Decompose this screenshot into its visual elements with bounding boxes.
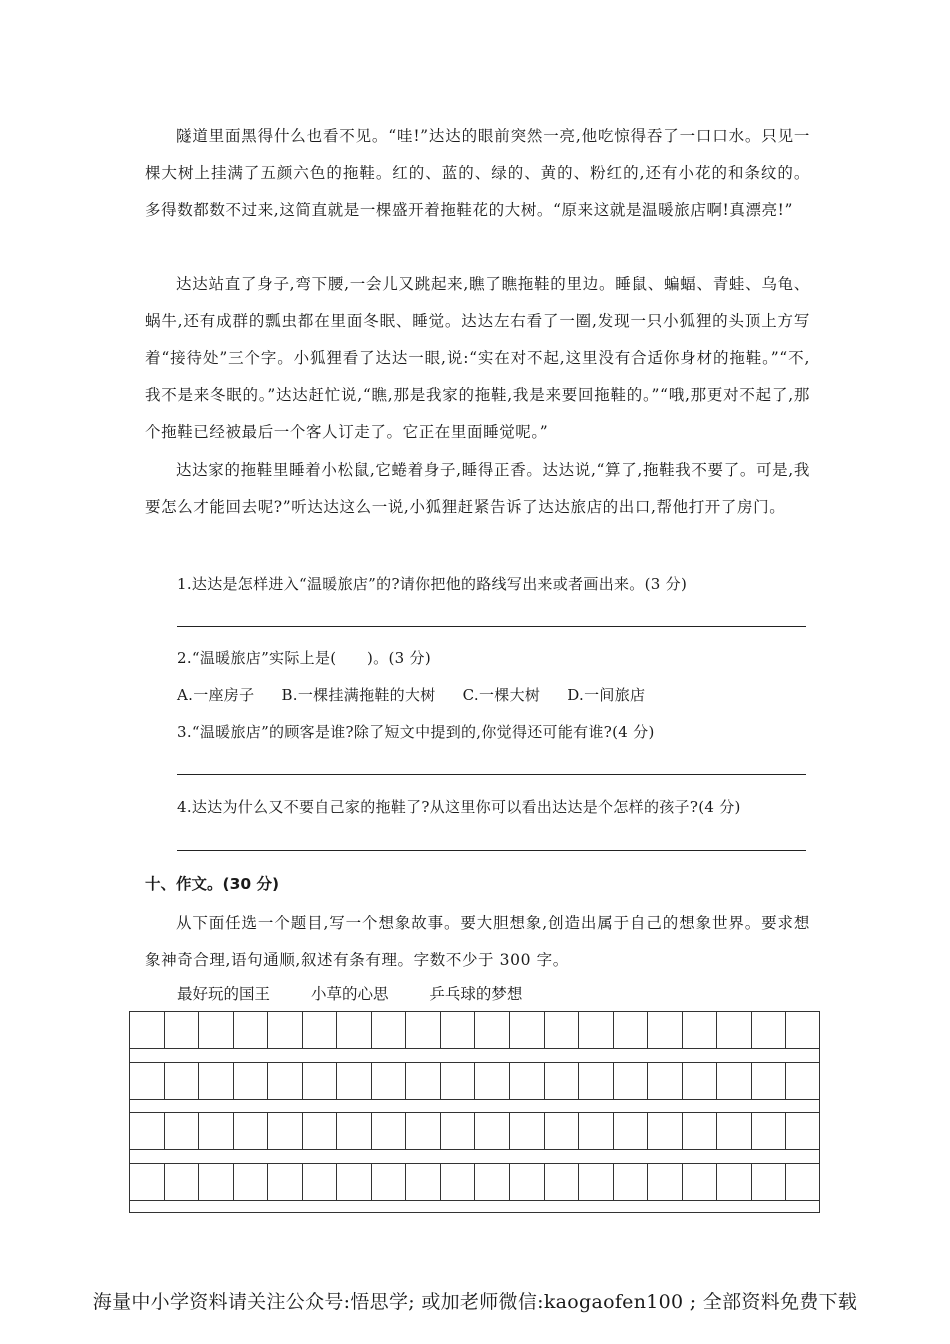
question-3: 3.“温暖旅店”的顾客是谁?除了短文中提到的,你觉得还可能有谁?(4 分) xyxy=(177,723,655,741)
grid-cell[interactable] xyxy=(578,1011,613,1049)
footer-notice: 海量中小学资料请关注公众号:悟思学; 或加老师微信:kaogaofen100 ; 全部资料免费下载 xyxy=(92,1291,858,1313)
grid-cell[interactable] xyxy=(267,1163,302,1201)
grid-cell[interactable] xyxy=(336,1163,371,1201)
grid-row[interactable] xyxy=(129,1011,820,1049)
question-2-options xyxy=(177,684,667,705)
grid-cell[interactable] xyxy=(613,1163,648,1201)
grid-cell[interactable] xyxy=(785,1011,820,1049)
grid-cell[interactable] xyxy=(578,1163,613,1201)
grid-cell[interactable] xyxy=(371,1112,406,1150)
grid-cell[interactable] xyxy=(578,1112,613,1150)
passage-paragraph-2: 达达站直了身子,弯下腰,一会儿又跳起来,瞧了瞧拖鞋的里边。睡鼠、蝙蝠、青蛙、乌龟、蜗牛,还有成群的瓢虫都在里面冬眠、睡觉。达达左右看了一圈,发现一只小狐狸的头顶上方写着“接待处”三个字。小狐狸看了达达一眼,说:“实在对不起,这里没有合适你身材的拖鞋。”“不,我不是来冬眠的。”达达赶忙说,“瞧,那是我家的拖鞋,我是来要回拖鞋的。”“哦,那更对不起了,那个拖鞋已经被最后一个客人订走了。它正在里面睡觉呢。” xyxy=(145,275,810,441)
passage-paragraph-3: 达达家的拖鞋里睡着小松鼠,它蜷着身子,睡得正香。达达说,“算了,拖鞋我不要了。可是,我要怎么才能回去呢?”听达达这么一说,小狐狸赶紧告诉了达达旅店的出口,帮他打开了房门。 xyxy=(145,461,810,516)
grid-cell[interactable] xyxy=(164,1112,199,1150)
grid-cell[interactable] xyxy=(233,1062,268,1100)
grid-cell[interactable] xyxy=(751,1112,786,1150)
option-c[interactable]: C.一棵大树 xyxy=(462,686,541,704)
grid-cell[interactable] xyxy=(613,1062,648,1100)
writing-grid[interactable] xyxy=(129,1011,820,1211)
grid-cell[interactable] xyxy=(578,1062,613,1100)
grid-cell[interactable] xyxy=(336,1062,371,1100)
grid-cell[interactable] xyxy=(440,1112,475,1150)
grid-cell[interactable] xyxy=(751,1062,786,1100)
grid-cell[interactable] xyxy=(129,1011,164,1049)
grid-cell[interactable] xyxy=(302,1163,337,1201)
grid-cell[interactable] xyxy=(198,1112,233,1150)
grid-cell[interactable] xyxy=(474,1011,509,1049)
question-4: 4.达达为什么又不要自己家的拖鞋了?从这里你可以看出达达是个怎样的孩子?(4 分) xyxy=(177,798,741,816)
grid-cell[interactable] xyxy=(474,1163,509,1201)
grid-cell[interactable] xyxy=(405,1163,440,1201)
grid-cell[interactable] xyxy=(164,1011,199,1049)
grid-cell[interactable] xyxy=(267,1112,302,1150)
grid-cell[interactable] xyxy=(440,1062,475,1100)
answer-line-1[interactable] xyxy=(177,626,806,627)
grid-cell[interactable] xyxy=(336,1112,371,1150)
topic-3: 乒乓球的梦想 xyxy=(429,985,523,1003)
grid-cell[interactable] xyxy=(544,1112,579,1150)
grid-cell[interactable] xyxy=(336,1011,371,1049)
grid-cell[interactable] xyxy=(716,1163,751,1201)
grid-row[interactable] xyxy=(129,1112,820,1150)
grid-cell[interactable] xyxy=(440,1163,475,1201)
grid-cell[interactable] xyxy=(405,1062,440,1100)
grid-cell[interactable] xyxy=(682,1011,717,1049)
grid-spacer xyxy=(129,1201,820,1214)
answer-line-3[interactable] xyxy=(177,774,806,775)
grid-cell[interactable] xyxy=(751,1011,786,1049)
grid-cell[interactable] xyxy=(751,1163,786,1201)
grid-cell[interactable] xyxy=(405,1011,440,1049)
grid-cell[interactable] xyxy=(647,1112,682,1150)
grid-cell[interactable] xyxy=(716,1062,751,1100)
grid-cell[interactable] xyxy=(613,1112,648,1150)
grid-cell[interactable] xyxy=(233,1011,268,1049)
question-1: 1.达达是怎样进入“温暖旅店”的?请你把他的路线写出来或者画出来。(3 分) xyxy=(177,575,688,593)
grid-spacer xyxy=(129,1150,820,1163)
grid-cell[interactable] xyxy=(474,1062,509,1100)
grid-spacer xyxy=(129,1100,820,1113)
grid-cell[interactable] xyxy=(233,1112,268,1150)
topic-2: 小草的心思 xyxy=(310,985,389,1003)
grid-cell[interactable] xyxy=(198,1163,233,1201)
grid-cell[interactable] xyxy=(682,1062,717,1100)
grid-cell[interactable] xyxy=(544,1011,579,1049)
grid-cell[interactable] xyxy=(785,1062,820,1100)
grid-cell[interactable] xyxy=(129,1062,164,1100)
answer-line-4[interactable] xyxy=(177,850,806,851)
grid-cell[interactable] xyxy=(198,1062,233,1100)
grid-cell[interactable] xyxy=(440,1011,475,1049)
option-a[interactable]: A.一座房子 xyxy=(177,686,255,704)
grid-cell[interactable] xyxy=(716,1112,751,1150)
grid-cell[interactable] xyxy=(371,1011,406,1049)
grid-cell[interactable] xyxy=(302,1062,337,1100)
option-b[interactable]: B.一棵挂满拖鞋的大树 xyxy=(281,686,436,704)
grid-cell[interactable] xyxy=(164,1062,199,1100)
grid-cell[interactable] xyxy=(129,1112,164,1150)
grid-cell[interactable] xyxy=(198,1011,233,1049)
topic-1: 最好玩的国王 xyxy=(177,985,271,1003)
grid-cell[interactable] xyxy=(474,1112,509,1150)
grid-cell[interactable] xyxy=(716,1011,751,1049)
grid-cell[interactable] xyxy=(509,1112,544,1150)
grid-cell[interactable] xyxy=(682,1163,717,1201)
grid-spacer xyxy=(129,1049,820,1062)
grid-cell[interactable] xyxy=(302,1011,337,1049)
composition-heading: 十、作文。(30 分) xyxy=(145,875,280,893)
question-2: 2.“温暖旅店”实际上是( )。(3 分) xyxy=(177,649,431,667)
grid-cell[interactable] xyxy=(509,1163,544,1201)
grid-cell[interactable] xyxy=(129,1163,164,1201)
grid-cell[interactable] xyxy=(544,1062,579,1100)
grid-cell[interactable] xyxy=(302,1112,337,1150)
grid-cell[interactable] xyxy=(405,1112,440,1150)
grid-cell[interactable] xyxy=(371,1163,406,1201)
grid-cell[interactable] xyxy=(267,1011,302,1049)
grid-cell[interactable] xyxy=(682,1112,717,1150)
grid-cell[interactable] xyxy=(164,1163,199,1201)
composition-topics xyxy=(177,982,558,1004)
grid-cell[interactable] xyxy=(785,1112,820,1150)
grid-cell[interactable] xyxy=(647,1163,682,1201)
grid-cell[interactable] xyxy=(544,1163,579,1201)
grid-row[interactable] xyxy=(129,1163,820,1201)
grid-cell[interactable] xyxy=(371,1062,406,1100)
grid-cell[interactable] xyxy=(647,1062,682,1100)
grid-row[interactable] xyxy=(129,1062,820,1100)
grid-cell[interactable] xyxy=(647,1011,682,1049)
grid-cell[interactable] xyxy=(233,1163,268,1201)
grid-cell[interactable] xyxy=(509,1062,544,1100)
grid-cell[interactable] xyxy=(509,1011,544,1049)
option-d[interactable]: D.一间旅店 xyxy=(567,686,646,704)
grid-cell[interactable] xyxy=(785,1163,820,1201)
grid-cell[interactable] xyxy=(267,1062,302,1100)
composition-instructions: 从下面任选一个题目,写一个想象故事。要大胆想象,创造出属于自己的想象世界。要求想象神奇合理,语句通顺,叙述有条有理。字数不少于 300 字。 xyxy=(145,914,810,969)
passage-paragraph-1: 隧道里面黑得什么也看不见。“哇!”达达的眼前突然一亮,他吃惊得吞了一口口水。只见一棵大树上挂满了五颜六色的拖鞋。红的、蓝的、绿的、黄的、粉红的,还有小花的和条纹的。多得数都数不过来,这简直就是一棵盛开着拖鞋花的大树。“原来这就是温暖旅店啊!真漂亮!” xyxy=(145,127,810,219)
grid-cell[interactable] xyxy=(613,1011,648,1049)
